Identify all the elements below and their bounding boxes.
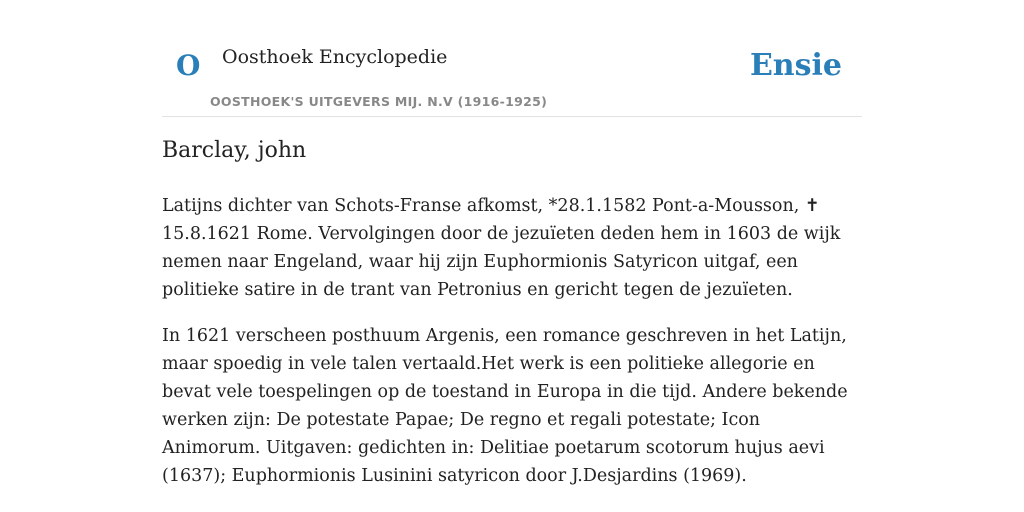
entry-paragraph-1: Latijns dichter van Schots-Franse afkomst, *28.1.1582 Pont-a-Mousson, ✝ 15.8.1621 Rome. Vervolgingen door de jezuïeten deden hem in 1603 de wijk nemen naar Engeland, waar hij zijn Euphormionis Satyricon uitgaf, een politieke satire in de trant van Petronius en gericht tegen de jezuïeten. <box>162 196 841 300</box>
ensie-brand-link[interactable]: Ensie <box>749 48 842 83</box>
entry-content <box>162 192 862 508</box>
publisher-label: OOSTHOEK'S UITGEVERS MIJ. N.V (1916-1925) <box>210 94 548 109</box>
site-title-link[interactable]: Oosthoek Encyclopedie <box>222 46 448 68</box>
logo-icon[interactable]: O <box>176 49 201 82</box>
entry-title: Barclay, john <box>162 138 307 163</box>
page <box>162 0 862 486</box>
entry-paragraph-2: In 1621 verscheen posthuum Argenis, een romance geschreven in het Latijn, maar spoedig in vele talen vertaald.Het werk is een politieke allegorie en bevat vele toespelingen op de toestand in Europa in die tijd. Andere bekende werken zijn: De potestate Papae; De regno et regali potestate; Icon Animorum. Uitgaven: gedichten in: Delitiae poetarum scotorum hujus aevi (1637); Euphormionis Lusinini satyricon door J.Desjardins (1969). <box>162 326 848 486</box>
site-header <box>162 0 862 117</box>
